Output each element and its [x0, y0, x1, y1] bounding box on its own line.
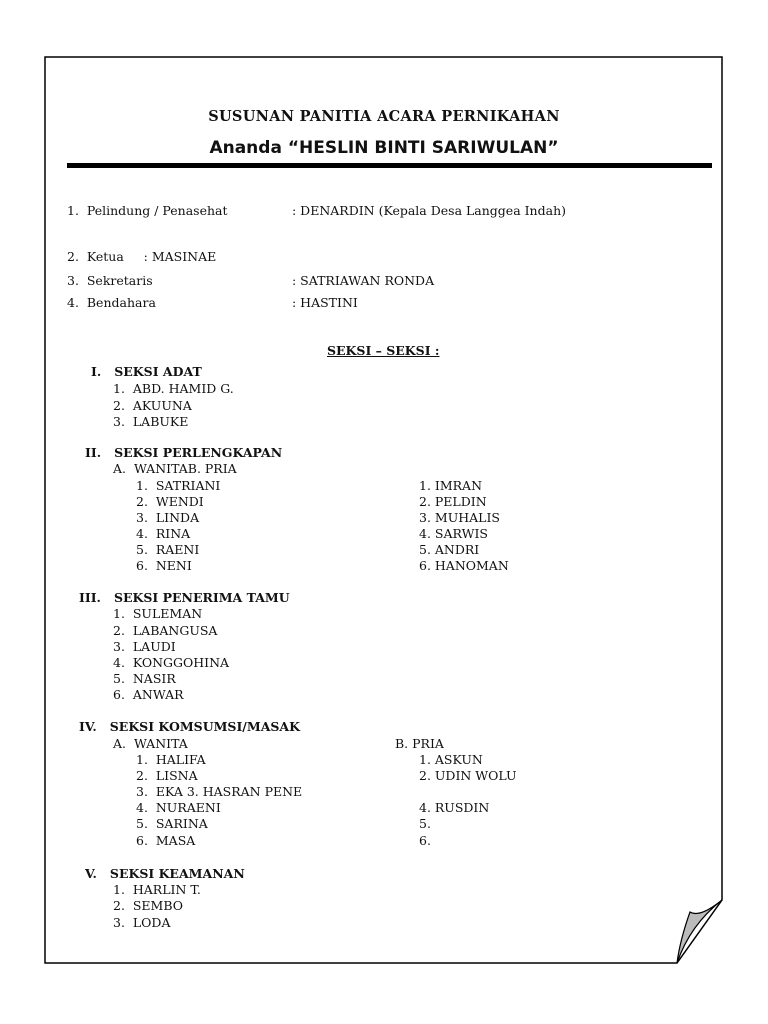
officer-1-value: : DENARDIN (Kepala Desa Langgea Indah)	[292, 203, 566, 218]
list-item: 1. SULEMAN	[113, 606, 203, 621]
officer-4-label: 4. Bendahara	[67, 295, 156, 310]
officer-3-value: : SATRIAWAN RONDA	[292, 273, 435, 288]
list-item: 3. MUHALIS	[419, 510, 500, 525]
subgroup-label: B. PRIA	[395, 736, 444, 751]
list-item: 3. LODA	[113, 915, 171, 930]
list-item: 4. RUSDIN	[419, 800, 490, 815]
list-item: 1. ASKUN	[419, 752, 483, 767]
list-item: 5. ANDRI	[419, 542, 480, 557]
list-item: 2. WENDI	[136, 494, 204, 509]
list-item: 5. NASIR	[113, 671, 176, 686]
list-item: 6. MASA	[136, 833, 196, 848]
officer-1-label: 1. Pelindung / Penasehat	[67, 203, 228, 218]
list-item: 6. HANOMAN	[419, 558, 509, 573]
list-item: 6.	[419, 833, 431, 848]
list-item: 2. SEMBO	[113, 898, 184, 913]
list-item: 1. IMRAN	[419, 478, 483, 493]
list-item: 4. RINA	[136, 526, 191, 541]
subgroup-label: A. WANITA	[113, 736, 188, 751]
section-adat-heading: I. SEKSI ADAT	[91, 364, 202, 379]
list-item: 2. LABANGUSA	[113, 623, 218, 638]
officer-3-label: 3. Sekretaris	[67, 273, 153, 288]
officer-4-value: : HASTINI	[292, 295, 358, 310]
section-keamanan-heading: V. SEKSI KEAMANAN	[85, 866, 245, 881]
section-penerima-tamu-heading: III. SEKSI PENERIMA TAMU	[79, 590, 290, 605]
list-item: 3. LINDA	[136, 510, 200, 525]
list-item: 2. PELDIN	[419, 494, 487, 509]
list-item: 5. RAENI	[136, 542, 200, 557]
list-item: 2. LISNA	[136, 768, 198, 783]
list-item: 5. SARINA	[136, 816, 208, 831]
document-title: SUSUNAN PANITIA ACARA PERNIKAHAN	[208, 108, 560, 125]
list-item: 2. UDIN WOLU	[419, 768, 517, 783]
list-item: 3. LABUKE	[113, 414, 189, 429]
list-item: 4. NURAENI	[136, 800, 221, 815]
list-item: 2. AKUUNA	[113, 398, 192, 413]
list-item: 6. ANWAR	[113, 687, 184, 702]
list-item: 6. NENI	[136, 558, 192, 573]
list-item: 1. ABD. HAMID G.	[113, 381, 234, 396]
list-item: 4. KONGGOHINA	[113, 655, 230, 670]
list-item: 3. LAUDI	[113, 639, 176, 654]
list-item: 3. EKA 3. HASRAN PENE	[136, 784, 303, 799]
section-perlengkapan-heading: II. SEKSI PERLENGKAPAN	[85, 445, 283, 460]
title-rule	[67, 163, 712, 168]
sections-heading: SEKSI – SEKSI :	[327, 343, 440, 358]
list-item: 1. SATRIANI	[136, 478, 221, 493]
list-item: 1. HALIFA	[136, 752, 206, 767]
officer-2-label: 2. Ketua : MASINAE	[67, 249, 217, 264]
document-subtitle: Ananda “HESLIN BINTI SARIWULAN”	[209, 138, 559, 158]
list-item: 5.	[419, 816, 431, 831]
list-item: 1. HARLIN T.	[113, 882, 201, 897]
section-konsumsi-heading: IV. SEKSI KOMSUMSI/MASAK	[79, 719, 300, 734]
list-item: 4. SARWIS	[419, 526, 488, 541]
subgroup-label: A. WANITAB. PRIA	[113, 461, 237, 476]
